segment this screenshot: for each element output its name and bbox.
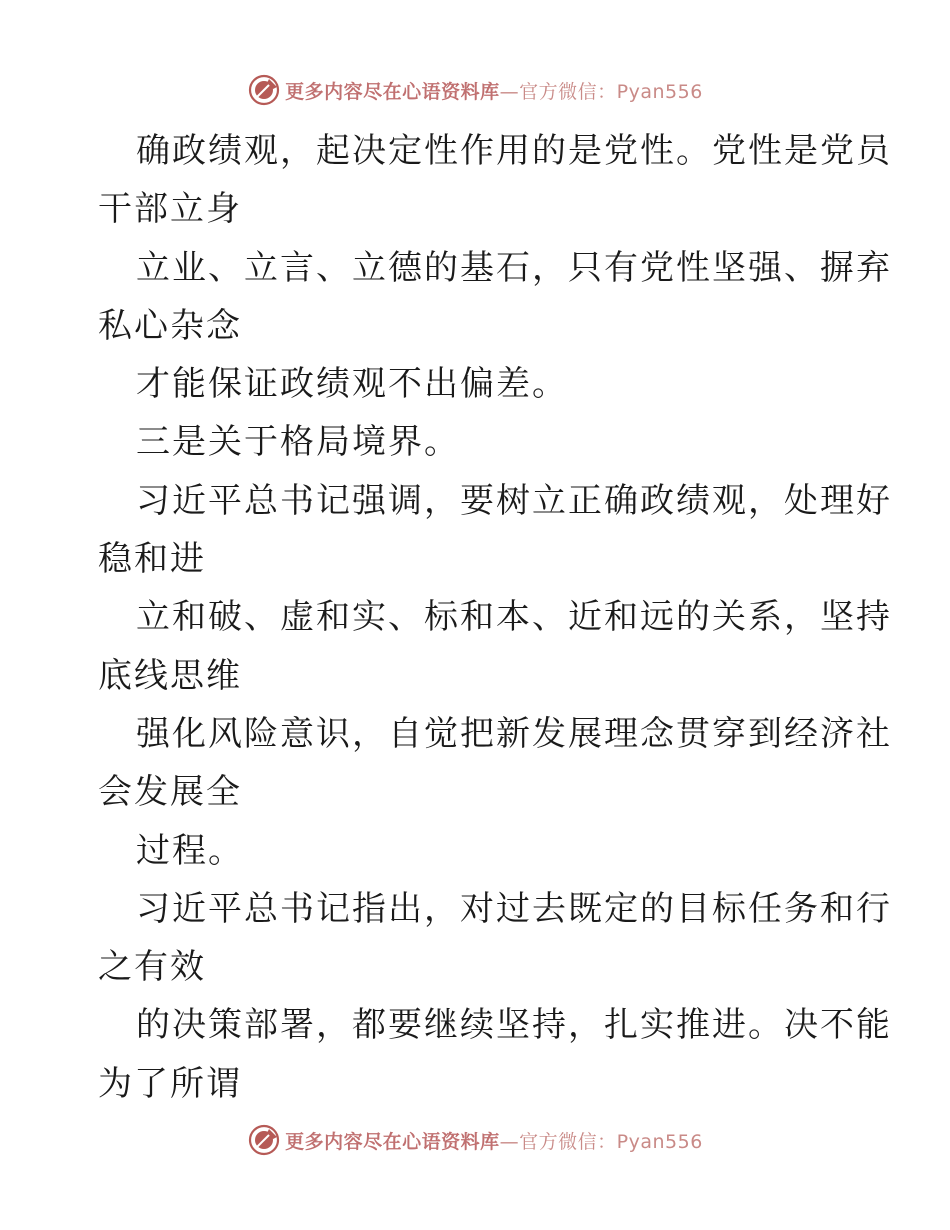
text-line: 强化风险意识，自觉把新发展理念贯穿到经济社 <box>136 713 892 754</box>
text-line: 稳和进 <box>98 539 206 580</box>
text-line: 会发展全 <box>98 772 242 813</box>
header-watermark <box>0 70 950 110</box>
watermark-separator: — <box>499 1130 520 1153</box>
document-body <box>98 122 892 1113</box>
watermark-text <box>285 77 703 104</box>
text-line: 确政绩观，起决定性作用的是党性。党性是党员 <box>136 131 892 171</box>
watermark-text <box>285 1127 703 1154</box>
text-line: 习近平总书记强调，要树立正确政绩观，处理好 <box>136 480 892 521</box>
text-line: 私心杂念 <box>98 305 242 346</box>
text-line: 立业、立言、立德的基石，只有党性坚强、摒弃 <box>136 247 892 288</box>
text-line: 干部立身 <box>98 189 242 230</box>
watermark-brand: 更多内容尽在心语资料库 <box>285 80 500 103</box>
text-line: 过程。 <box>136 830 244 871</box>
text-line: 底线思维 <box>98 655 242 696</box>
text-line: 为了所谓 <box>98 1063 242 1104</box>
footer-watermark <box>0 1120 950 1160</box>
watermark-wechat: 官方微信：Pyan556 <box>519 80 703 103</box>
brand-logo-icon <box>247 1123 281 1157</box>
text-line: 习近平总书记指出，对过去既定的目标任务和行 <box>136 888 892 929</box>
brand-logo-icon <box>247 73 281 107</box>
text-line: 才能保证政绩观不出偏差。 <box>136 364 568 405</box>
watermark-brand: 更多内容尽在心语资料库 <box>285 1130 500 1153</box>
watermark-separator: — <box>499 80 520 103</box>
text-line: 的决策部署，都要继续坚持，扎实推进。决不能 <box>136 1005 892 1046</box>
text-line: 立和破、虚和实、标和本、近和远的关系，坚持 <box>136 597 892 638</box>
watermark-wechat: 官方微信：Pyan556 <box>519 1130 703 1153</box>
text-line: 三是关于格局境界。 <box>136 422 460 463</box>
text-line: 之有效 <box>98 947 206 988</box>
